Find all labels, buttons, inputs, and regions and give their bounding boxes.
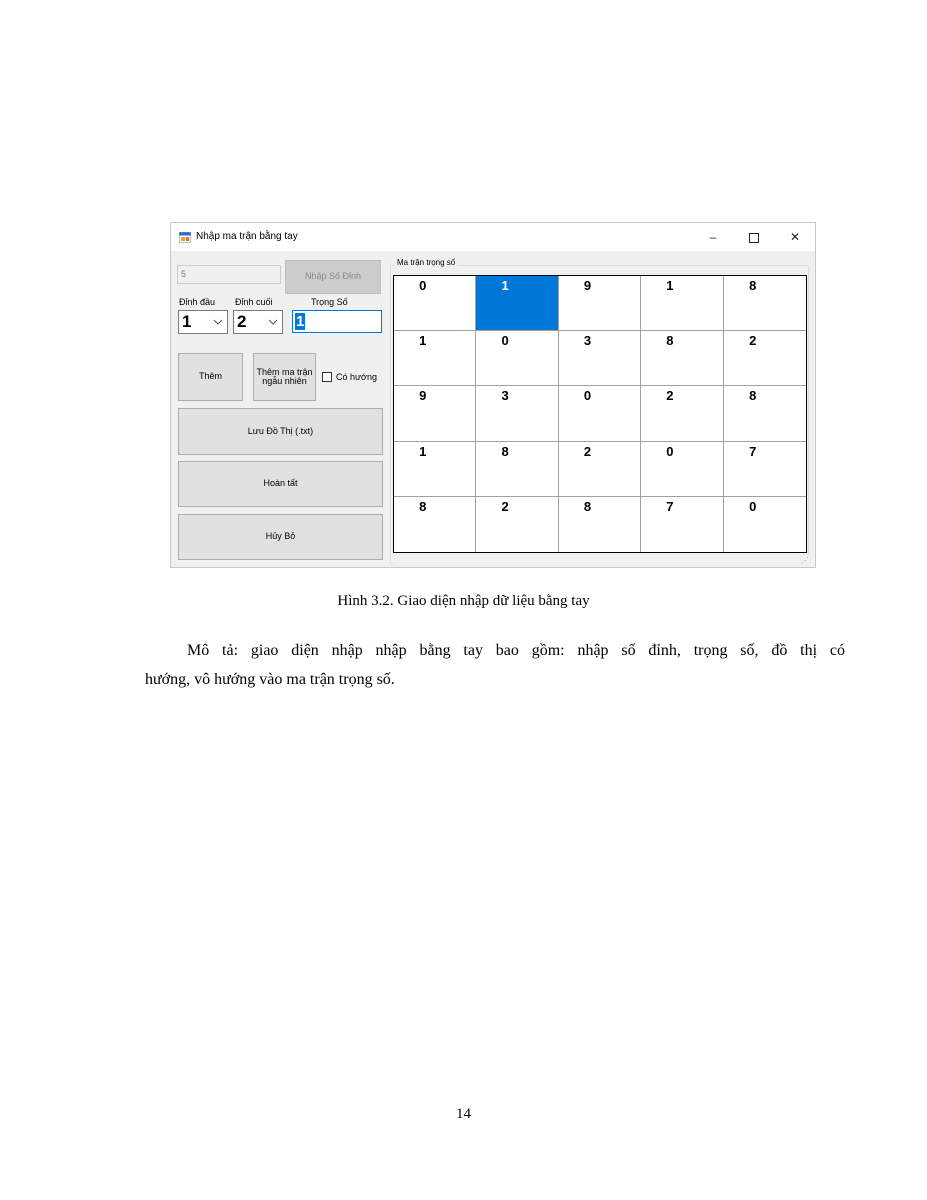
weight-value: 1 [296, 313, 305, 330]
matrix-cell[interactable]: 2 [559, 442, 641, 497]
matrix-cell[interactable]: 0 [559, 386, 641, 441]
title-bar [171, 223, 815, 251]
weight-input[interactable] [292, 310, 382, 333]
resize-grip-icon[interactable]: ⋰ [801, 556, 809, 565]
end-vertex-select[interactable] [233, 310, 283, 334]
matrix-cell[interactable]: 0 [749, 498, 757, 514]
weight-label: Trọng Số [311, 297, 348, 307]
start-vertex-select[interactable] [178, 310, 228, 334]
page-number: 14 [456, 1106, 471, 1122]
matrix-cell[interactable]: 8 [724, 276, 806, 331]
finish-button[interactable]: Hoàn tất [178, 461, 383, 507]
save-graph-button[interactable]: Lưu Đồ Thị (.txt) [178, 408, 383, 455]
matrix-cell[interactable]: 8 [724, 386, 806, 441]
minimize-button[interactable] [698, 227, 728, 247]
matrix-cell[interactable]: 9 [394, 386, 476, 441]
matrix-cell[interactable]: 1 [394, 331, 476, 386]
figure-caption: Hình 3.2. Giao diện nhập dữ liệu bằng tay [337, 593, 590, 609]
matrix-cell[interactable]: 9 [559, 276, 641, 331]
description-line-2: hướng, vô hướng vào ma trận trọng số. [145, 671, 395, 688]
random-matrix-button[interactable]: Thêm ma trận ngẫu nhiên [253, 353, 316, 401]
start-vertex-value: 1 [182, 312, 192, 331]
matrix-cell[interactable]: 1 [394, 442, 476, 497]
directed-option[interactable] [322, 372, 377, 382]
resize-strip [393, 554, 811, 567]
matrix-cell[interactable]: 0 [641, 442, 723, 497]
chevron-down-icon [269, 318, 277, 326]
window-title: Nhập ma trận bằng tay [196, 231, 298, 242]
end-vertex-label: Đỉnh cuối [235, 297, 273, 307]
cancel-button[interactable]: Hủy Bỏ [178, 514, 383, 560]
matrix-cell[interactable]: 1 [641, 276, 723, 331]
close-button[interactable] [780, 227, 810, 247]
add-edge-button[interactable]: Thêm [178, 353, 243, 401]
matrix-cell[interactable]: 3 [476, 386, 558, 441]
matrix-cell[interactable]: 2 [476, 497, 558, 552]
description-paragraph [145, 636, 845, 694]
form-icon [179, 232, 191, 243]
maximize-icon [749, 233, 759, 243]
start-vertex-label: Đỉnh đầu [179, 297, 216, 307]
matrix-cell[interactable]: 7 [724, 442, 806, 497]
close-icon: ✕ [789, 230, 801, 244]
matrix-cell[interactable]: 2 [641, 386, 723, 441]
vertex-count-input[interactable]: 5 [177, 265, 281, 284]
manual-matrix-window [170, 222, 816, 568]
matrix-cell[interactable]: 7 [641, 497, 723, 552]
minimize-icon: – [709, 230, 717, 244]
directed-checkbox[interactable] [322, 372, 332, 382]
maximize-button[interactable] [739, 227, 769, 247]
matrix-cell[interactable]: 3 [559, 331, 641, 386]
weight-matrix-grid[interactable] [393, 275, 807, 553]
matrix-cell[interactable]: 0 [394, 276, 476, 331]
matrix-group-label: Ma trận trọng số [397, 258, 456, 267]
chevron-down-icon [214, 318, 222, 326]
matrix-cell[interactable]: 8 [476, 442, 558, 497]
end-vertex-value: 2 [237, 312, 247, 331]
enter-vertices-button[interactable]: Nhập Số Đỉnh [285, 260, 381, 294]
matrix-cell[interactable]: 8 [394, 497, 476, 552]
description-line-1: Mô tả: giao diện nhập nhập bằng tay bao gồm: nhập số đỉnh, trọng số, đồ thị có [187, 642, 845, 659]
matrix-cell[interactable]: 0 [476, 331, 558, 386]
matrix-cell[interactable]: 1 [476, 276, 558, 331]
directed-label: Có hướng [336, 372, 377, 382]
matrix-cell[interactable]: 2 [724, 331, 806, 386]
matrix-cell[interactable]: 8 [559, 497, 641, 552]
matrix-cell[interactable]: 8 [641, 331, 723, 386]
